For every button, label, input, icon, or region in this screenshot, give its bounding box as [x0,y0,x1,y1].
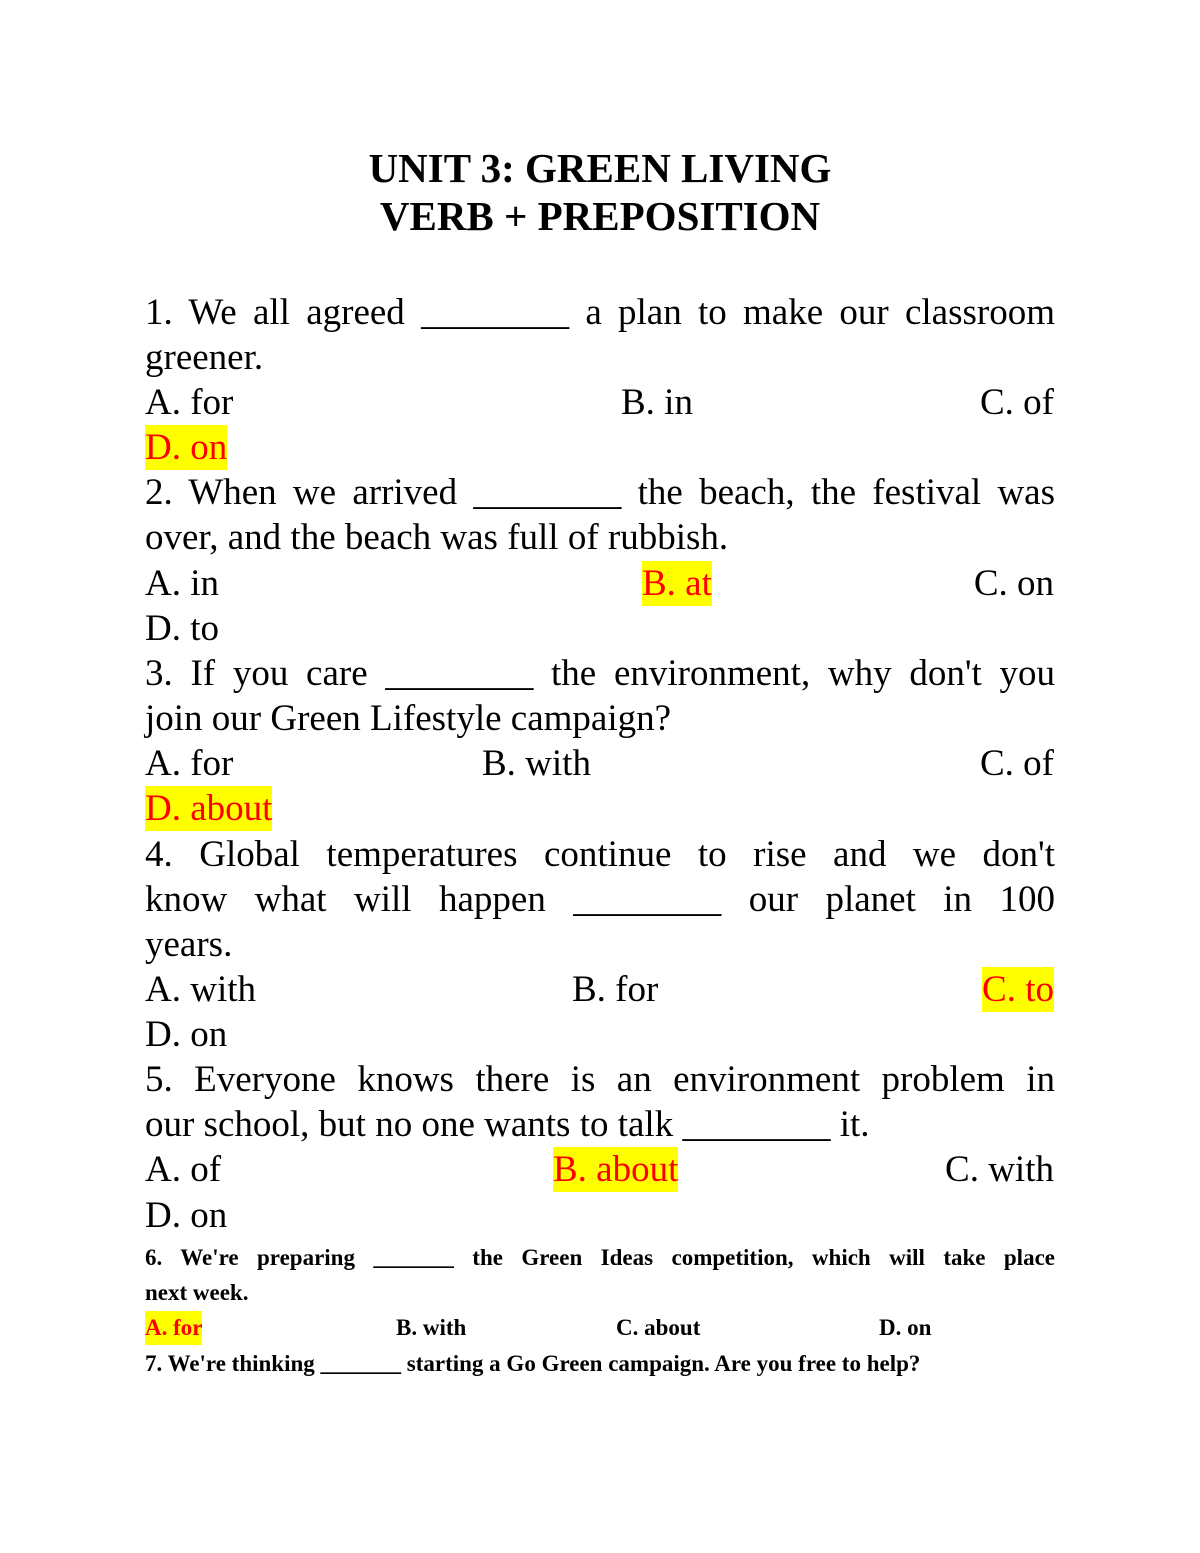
question-3-line-1: 3. If you care ________ the environment, why don't you [145,653,1055,694]
question-1-option-b: B. in [621,382,693,423]
question-3-option-d-answer: D. about [145,788,273,829]
question-1-option-a: A. for [145,382,234,423]
question-4-option-b: B. for [572,969,659,1010]
question-4-option-a: A. with [145,969,256,1010]
question-2-option-b-answer: B. at [642,563,712,604]
question-3-option-a: A. for [145,743,234,784]
question-5-option-b-answer: B. about [553,1149,679,1190]
question-1-option-c: C. of [980,382,1054,423]
question-2-line-2: over, and the beach was full of rubbish. [145,517,729,558]
question-4-line-2: know what will happen ________ our planet in 100 [145,879,1055,920]
question-6-line-1: 6. We're preparing _______ the Green Ideas competition, which will take place [145,1245,1055,1270]
question-4-line-1: 4. Global temperatures continue to rise and we don't [145,834,1055,875]
question-5-option-a: A. of [145,1149,222,1190]
question-4-option-d: D. on [145,1014,228,1055]
question-6-option-d: D. on [879,1315,932,1340]
question-6-option-c: C. about [616,1315,701,1340]
question-2-option-a: A. in [145,563,219,604]
question-6-option-a-answer: A. for [145,1311,202,1345]
question-3-line-2: join our Green Lifestyle campaign? [145,698,672,739]
question-5-option-c: C. with [945,1149,1054,1190]
question-1-line-2: greener. [145,337,264,378]
question-1-option-d-answer: D. on [145,427,228,468]
question-4-option-c-answer: C. to [982,969,1054,1010]
question-7-line-1: 7. We're thinking _______ starting a Go Green campaign. Are you free to help? [145,1351,921,1376]
question-6-option-b: B. with [396,1315,467,1340]
question-2-option-c: C. on [973,563,1054,604]
unit-title: UNIT 3: GREEN LIVING [368,145,832,191]
question-3-option-b: B. with [482,743,591,784]
question-5-line-1: 5. Everyone knows there is an environment problem in [145,1059,1055,1100]
question-1-line-1: 1. We all agreed ________ a plan to make our classroom [145,292,1055,333]
question-4-line-3: years. [145,924,233,965]
question-5-option-d: D. on [145,1195,228,1236]
unit-subtitle: VERB + PREPOSITION [379,193,821,239]
question-6-line-2: next week. [145,1280,249,1305]
question-5-line-2: our school, but no one wants to talk ________ it. [145,1104,870,1145]
question-2-line-1: 2. When we arrived ________ the beach, the festival was [145,472,1055,513]
question-2-option-d: D. to [145,608,219,649]
question-3-option-c: C. of [980,743,1054,784]
